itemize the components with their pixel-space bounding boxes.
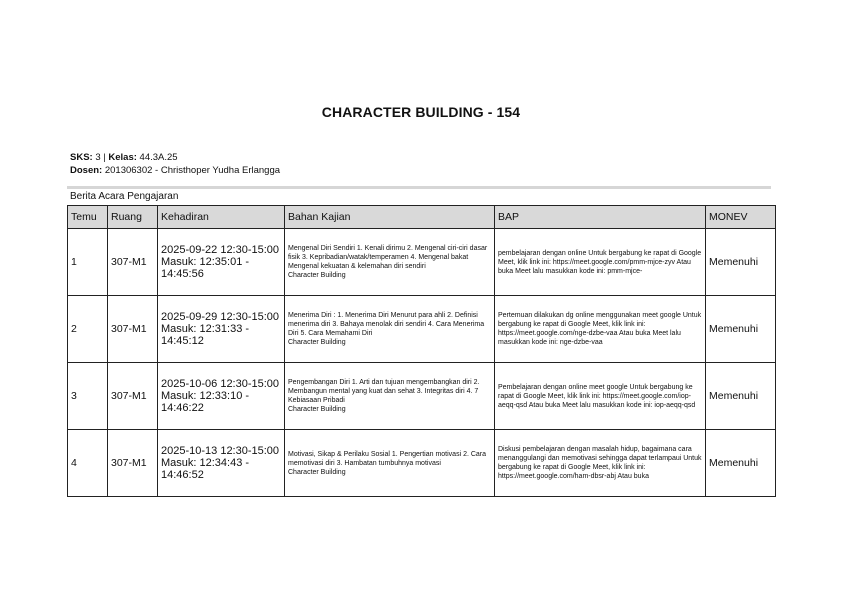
bahan-course: Character Building (288, 468, 346, 476)
table-row (68, 430, 776, 497)
schedule-time: 2025-09-22 12:30-15:00 (161, 244, 280, 256)
section-divider (67, 186, 771, 189)
cell-bap: Pembelajaran dengan online meet google Untuk bergabung ke rapat di Google Meet, klik link ini: https://meet.google.com/iop-aeqq-qsd Atau buka Meet lalu masukkan kode ini: iop-aeqq-qsd (495, 363, 706, 430)
check-in-time: Masuk: 12:31:33 - 14:45:12 (161, 323, 250, 347)
separator: | (103, 152, 106, 163)
cell-bahan-kajian (285, 363, 495, 430)
table-row (68, 229, 776, 296)
cell-bahan-kajian (285, 229, 495, 296)
cell-temu: 1 (68, 229, 108, 296)
schedule-time: 2025-10-13 12:30-15:00 (161, 445, 280, 457)
table-row (68, 296, 776, 363)
cell-bap: pembelajaran dengan online Untuk bergabung ke rapat di Google Meet, klik link ini: https://meet.google.com/pmm-mjce-zyv Atau buka Meet lalu masukkan kode ini: pmm-mjce- (495, 229, 706, 296)
table-header-row (68, 206, 776, 229)
attendance-table (67, 205, 776, 497)
kelas-label: Kelas: (108, 152, 137, 163)
header-bap: BAP (495, 206, 706, 229)
page-title: CHARACTER BUILDING - 154 (321, 104, 521, 120)
cell-kehadiran (158, 229, 285, 296)
cell-kehadiran (158, 296, 285, 363)
sks-kelas-line (70, 151, 280, 164)
cell-bahan-kajian (285, 430, 495, 497)
check-in-time: Masuk: 12:35:01 - 14:45:56 (161, 256, 250, 280)
bahan-text: Motivasi, Sikap & Perilaku Sosial 1. Pengertian motivasi 2. Cara memotivasi diri 3. Hambatan tumbuhnya motivasi (288, 450, 487, 467)
sks-value: 3 (95, 152, 101, 163)
header-kehadiran: Kehadiran (158, 206, 285, 229)
sks-label: SKS: (70, 152, 93, 163)
cell-monev: Memenuhi (706, 296, 776, 363)
header-temu: Temu (68, 206, 108, 229)
header-ruang: Ruang (108, 206, 158, 229)
bahan-course: Character Building (288, 272, 346, 279)
cell-kehadiran (158, 430, 285, 497)
cell-temu: 3 (68, 363, 108, 430)
cell-bahan-kajian (285, 296, 495, 363)
cell-ruang: 307-M1 (108, 296, 158, 363)
course-meta (70, 151, 280, 177)
cell-temu: 4 (68, 430, 108, 497)
dosen-value: 201306302 - Christhoper Yudha Erlangga (104, 165, 281, 176)
bahan-text: Mengenal Diri Sendiri 1. Kenali dirimu 2. Mengenal ciri-ciri dasar fisik 3. Kepribadian/watak/temperamen 4. Mengenal bakat Mengenal kekuatan & kelemahan diri sendiri (288, 245, 488, 270)
dosen-line (70, 164, 280, 177)
cell-monev: Memenuhi (706, 363, 776, 430)
cell-ruang: 307-M1 (108, 430, 158, 497)
schedule-time: 2025-10-06 12:30-15:00 (161, 378, 280, 390)
dosen-label: Dosen: (70, 165, 103, 176)
section-title: Berita Acara Pengajaran (70, 191, 179, 202)
bahan-text: Pengembangan Diri 1. Arti dan tujuan mengembangkan diri 2. Membangun mental yang kuat dan sehat 3. Integritas diri 4. 7 Kebiasaan Pribadi (288, 379, 480, 404)
header-bahan-kajian: Bahan Kajian (285, 206, 495, 229)
check-in-time: Masuk: 12:33:10 - 14:46:22 (161, 390, 250, 414)
cell-bap: Pertemuan dilakukan dg online menggunakan meet google Untuk bergabung ke rapat di Google Meet, klik link ini: https://meet.google.com/nge-dzbe-vaa Atau buka Meet lalu masukkan kode ini: nge-dzbe-vaa (495, 296, 706, 363)
header-monev: MONEV (706, 206, 776, 229)
cell-monev: Memenuhi (706, 430, 776, 497)
cell-temu: 2 (68, 296, 108, 363)
cell-ruang: 307-M1 (108, 363, 158, 430)
kelas-value: 44.3A.25 (139, 152, 178, 163)
cell-kehadiran (158, 363, 285, 430)
table-row (68, 363, 776, 430)
bahan-course: Character Building (288, 339, 346, 346)
cell-monev: Memenuhi (706, 229, 776, 296)
bahan-text: Menerima Diri : 1. Menerima Diri Menurut para ahli 2. Definisi menerima diri 3. Bahaya menolak diri sendiri 4. Cara Menerima Diri 5. Cara Memahami Diri (288, 312, 485, 337)
schedule-time: 2025-09-29 12:30-15:00 (161, 311, 280, 323)
check-in-time: Masuk: 12:34:43 - 14:46:52 (161, 457, 250, 481)
bahan-course: Character Building (288, 406, 346, 413)
cell-ruang: 307-M1 (108, 229, 158, 296)
cell-bap: Diskusi pembelajaran dengan masalah hidup, bagaimana cara menanggulangi dan memotivasi sehingga dapat terlampaui Untuk bergabung ke rapat di Google Meet, klik link ini: https://meet.google.com/ham-dbsr-abj Atau buka (495, 430, 706, 497)
